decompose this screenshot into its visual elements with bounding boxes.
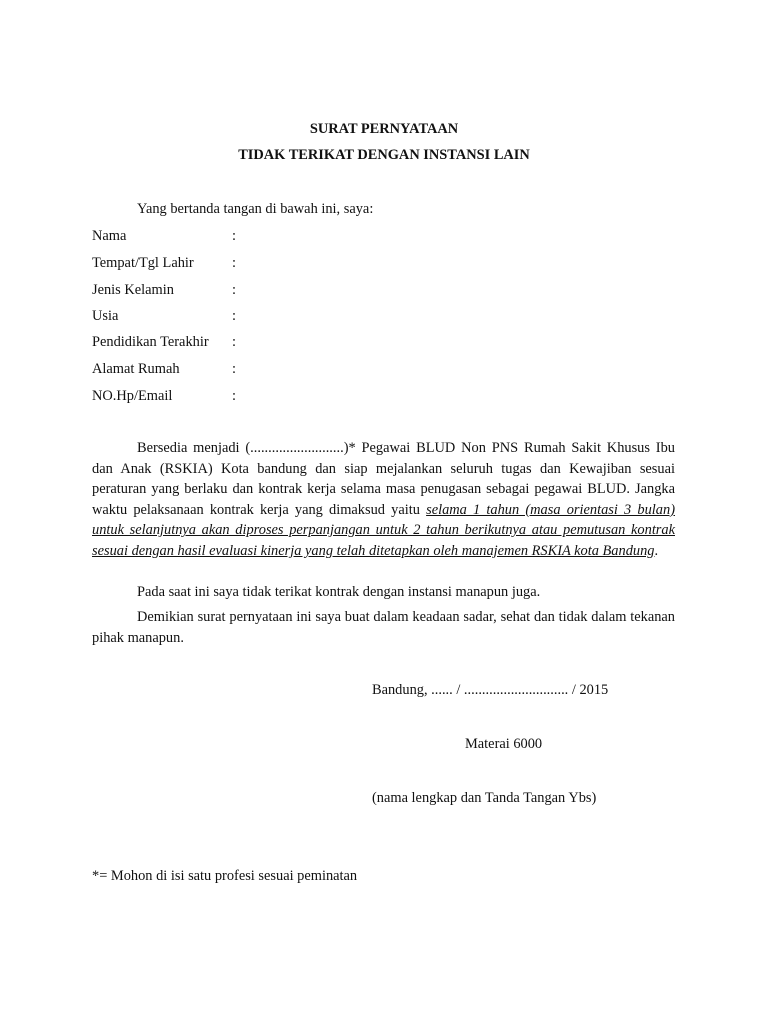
place-date-line: Bandung, ...... / ............................. / 2015 xyxy=(372,682,609,698)
statement-text: Bersedia menjadi (..........................)* Pegawai BLUD Non PNS Rumah Sakit Khusus Ibu dan Anak (RSKIA) Kota bandung dan siap mejalankan seluruh tugas dan Kewajiban sesuai peraturan yang berlaku dan kontrak kerja selama masa penugasan sebagai pegawai BLUD. Jangka waktu pelaksanaan kontrak kerja yang dimaksud yaitu xyxy=(92,440,675,518)
no-contract-paragraph: Pada saat ini saya tidak terikat kontrak dengan instansi manapun juga. xyxy=(137,584,541,600)
field-label: Usia xyxy=(92,308,119,324)
field-label: Alamat Rumah xyxy=(92,361,180,377)
field-colon: : xyxy=(232,228,236,244)
field-colon: : xyxy=(232,282,236,298)
document-title: SURAT PERNYATAAN xyxy=(309,121,459,137)
field-colon: : xyxy=(232,308,236,324)
field-colon: : xyxy=(232,388,236,404)
footnote: *= Mohon di isi satu profesi sesuai peminatan xyxy=(92,868,358,884)
signature-label: (nama lengkap dan Tanda Tangan Ybs) xyxy=(372,790,597,806)
field-colon: : xyxy=(232,334,236,350)
statement-paragraph xyxy=(92,438,675,562)
field-colon: : xyxy=(232,361,236,377)
document-subtitle: TIDAK TERIKAT DENGAN INSTANSI LAIN xyxy=(238,147,530,163)
field-label: Tempat/Tgl Lahir xyxy=(92,255,194,271)
field-label: Nama xyxy=(92,228,127,244)
field-colon: : xyxy=(232,255,236,271)
intro-text: Yang bertanda tangan di bawah ini, saya: xyxy=(137,201,374,217)
field-label: Pendidikan Terakhir xyxy=(92,334,209,350)
materai-label: Materai 6000 xyxy=(465,736,543,752)
contract-terms-emphasis: selama 1 tahun (masa orientasi 3 bulan) untuk selanjutnya akan diproses perpanjangan untuk 2 tahun berikutnya atau pemutusan kontrak sesuai dengan hasil evaluasi kinerja yang telah ditetapkan oleh manajemen RSKIA kota Bandung xyxy=(92,501,675,559)
closing-paragraph: Demikian surat pernyataan ini saya buat dalam keadaan sadar, sehat dan tidak dalam tekanan pihak manapun. xyxy=(92,609,675,646)
statement-period: . xyxy=(654,542,659,559)
field-label: Jenis Kelamin xyxy=(92,282,174,298)
field-label: NO.Hp/Email xyxy=(92,388,173,404)
